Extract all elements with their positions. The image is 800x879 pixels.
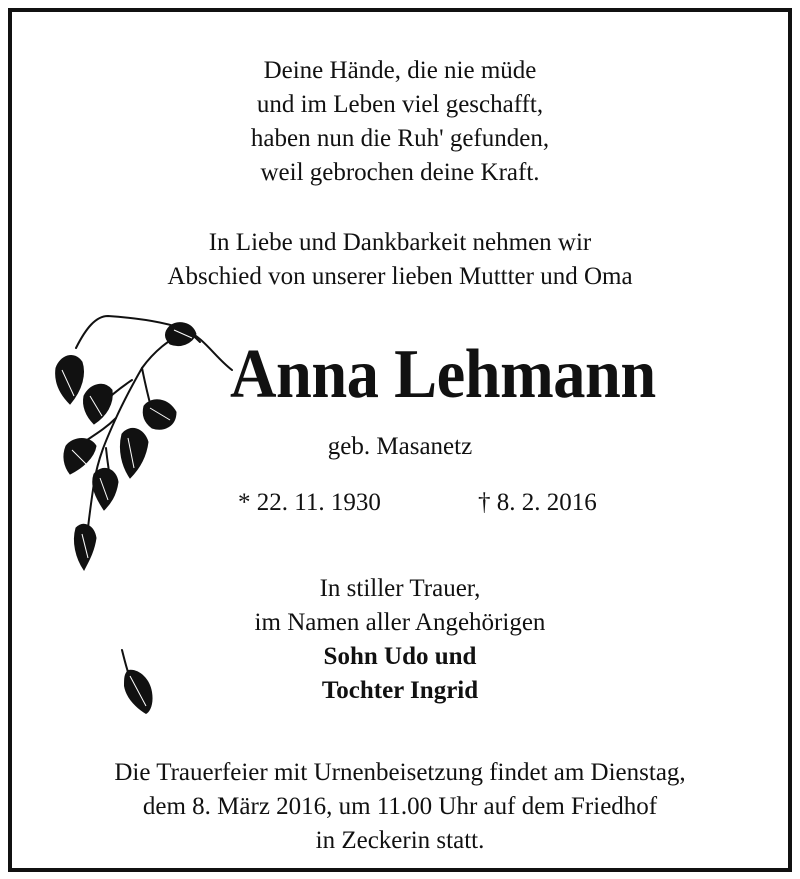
mourning-line: In stiller Trauer,: [319, 575, 481, 602]
ceremony-info: [12, 756, 788, 858]
mourning-line: im Namen aller Angehörigen: [254, 609, 546, 636]
ceremony-line: Die Trauerfeier mit Urnenbeisetzung findet am Dienstag,: [114, 759, 686, 786]
poem-line: weil gebrochen deine Kraft.: [260, 159, 540, 186]
birth-date: * 22. 11. 1930: [238, 489, 381, 516]
poem-line: und im Leben viel geschafft,: [256, 91, 544, 118]
obituary-border: [8, 8, 792, 872]
intro-line: Abschied von unserer lieben Muttter und Oma: [167, 263, 633, 290]
death-date: † 8. 2. 2016: [478, 489, 597, 516]
poem-line: Deine Hände, die nie müde: [263, 57, 537, 84]
maiden-name: geb. Masanetz: [327, 433, 473, 460]
poem-line: haben nun die Ruh' gefunden,: [250, 125, 550, 152]
deceased-name: Anna Lehmann: [230, 336, 656, 413]
intro-line: In Liebe und Dankbarkeit nehmen wir: [208, 229, 592, 256]
farewell-intro: [12, 226, 788, 294]
ceremony-line: in Zeckerin statt.: [315, 827, 485, 854]
mourner-name: Tochter Ingrid: [321, 677, 479, 704]
ceremony-line: dem 8. März 2016, um 11.00 Uhr auf dem Friedhof: [142, 793, 658, 820]
poem-verse: [12, 54, 788, 190]
mourner-name: Sohn Udo und: [323, 643, 477, 670]
falling-leaf-icon: [116, 648, 158, 716]
